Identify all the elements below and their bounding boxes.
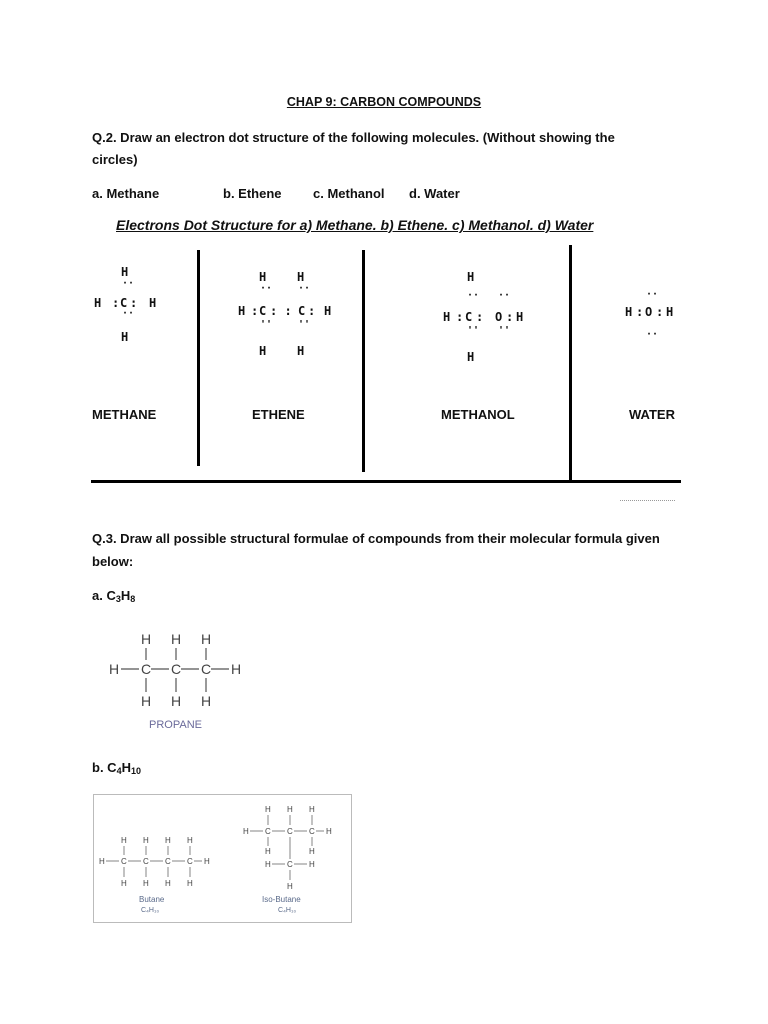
propane-h-top-3: H: [201, 631, 212, 647]
svg-text:C: C: [143, 857, 149, 866]
propane-h-bottom-1: H: [141, 693, 152, 709]
svg-text:H: H: [187, 879, 193, 888]
propane-label: PROPANE: [149, 719, 202, 731]
horizontal-rule: [91, 480, 681, 483]
q2-option-d: d. Water: [409, 186, 460, 201]
svg-text:C: C: [121, 857, 127, 866]
page-title: CHAP 9: CARBON COMPOUNDS: [286, 95, 482, 109]
propane-c-2: C: [171, 661, 182, 677]
svg-text:H: H: [121, 879, 127, 888]
butane-formula: C₄H₁₀: [141, 907, 160, 914]
svg-text:C: C: [265, 827, 271, 836]
svg-text:H: H: [143, 836, 149, 845]
divider-2: [362, 250, 365, 472]
methanol-label: METHANOL: [441, 407, 515, 422]
svg-text:H: H: [99, 857, 105, 866]
svg-text:H: H: [326, 827, 332, 836]
propane-h-top-1: H: [141, 631, 152, 647]
q3-question: Q.3. Draw all possible structural formulae of compounds from their molecular formula given: [92, 531, 660, 546]
butane-structure: [99, 836, 210, 888]
q2-option-a: a. Methane: [92, 186, 160, 201]
svg-text:H: H: [121, 836, 127, 845]
propane-h-left: H: [109, 661, 120, 677]
scan-mark: [620, 500, 675, 502]
svg-text:H: H: [165, 879, 171, 888]
isobutane-structure: [243, 805, 332, 891]
q3-part-a: a. $C_3H_8$: [92, 588, 136, 604]
propane-h-bottom-3: H: [201, 693, 212, 709]
propane-c-1: C: [141, 661, 152, 677]
butane-figure-box: [93, 794, 352, 923]
svg-text:C: C: [287, 860, 293, 869]
q2-option-b: b. Ethene: [223, 186, 282, 201]
svg-text:C: C: [187, 857, 193, 866]
water-label: WATER: [629, 407, 675, 422]
svg-text:H: H: [204, 857, 210, 866]
q2-question: Q.2. Draw an electron dot structure of the following molecules. (Without showing the: [92, 130, 615, 145]
svg-text:H: H: [309, 860, 315, 869]
q2-option-c: c. Methanol: [313, 186, 385, 201]
methane-label: METHANE: [92, 407, 157, 422]
q3-question-cont: below:: [92, 554, 134, 569]
svg-text:H: H: [309, 847, 315, 856]
propane-h-top-2: H: [171, 631, 182, 647]
divider-1: [197, 250, 200, 466]
svg-text:H: H: [265, 847, 271, 856]
svg-text:H: H: [243, 827, 249, 836]
butane-isobutane-structures: [94, 795, 351, 922]
figure-heading: Electrons Dot Structure for a) Methane. b) Ethene. c) Methanol. d) Water: [116, 217, 594, 233]
butane-label: Butane: [139, 895, 165, 904]
isobutane-label: Iso-Butane: [262, 895, 301, 904]
svg-text:H: H: [309, 805, 315, 814]
propane-structure: [93, 622, 263, 737]
svg-text:H: H: [165, 836, 171, 845]
svg-text:C: C: [287, 827, 293, 836]
svg-text:H: H: [187, 836, 193, 845]
svg-text:H: H: [143, 879, 149, 888]
divider-3: [569, 245, 572, 481]
svg-text:H: H: [287, 882, 293, 891]
q2-question-cont: circles): [92, 152, 138, 167]
isobutane-formula: C₄H₁₀: [278, 907, 297, 914]
svg-text:H: H: [287, 805, 293, 814]
svg-text:H: H: [265, 860, 271, 869]
propane-c-3: C: [201, 661, 212, 677]
q3-part-b: b. $C_4H_{10}$: [92, 760, 141, 776]
svg-text:C: C: [165, 857, 171, 866]
svg-text:C: C: [309, 827, 315, 836]
ethene-label: ETHENE: [252, 407, 305, 422]
svg-text:H: H: [265, 805, 271, 814]
propane-h-right: H: [231, 661, 242, 677]
propane-h-bottom-2: H: [171, 693, 182, 709]
